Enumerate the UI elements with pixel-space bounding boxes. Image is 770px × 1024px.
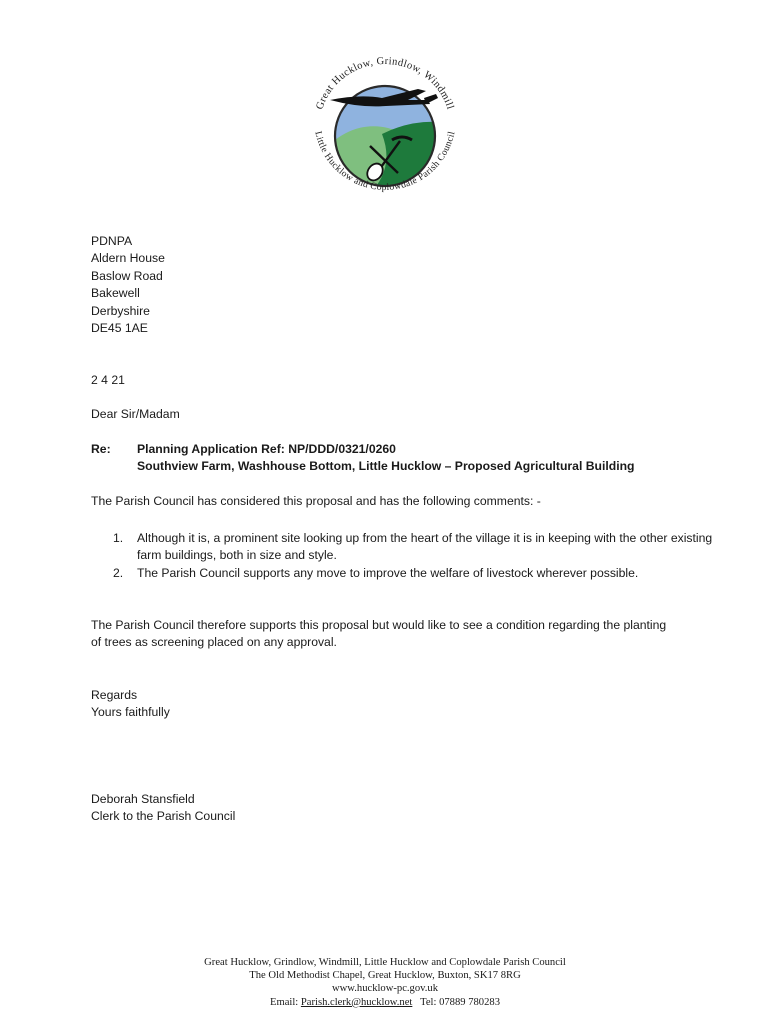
letter-date: 2 4 21 [91,373,125,387]
list-text: The Parish Council supports any move to improve the welfare of livestock wherever possible. [137,565,639,580]
footer-email-link[interactable]: Parish.clerk@hucklow.net [300,996,413,1008]
address-line: Derbyshire [91,303,150,318]
signature-block [91,791,235,826]
subject-label: Re: [91,442,111,456]
footer-website[interactable]: www.hucklow-pc.gov.uk [331,983,438,995]
salutation: Dear Sir/Madam [91,407,180,421]
intro-paragraph: The Parish Council has considered this proposal and has the following comments: - [91,494,541,508]
logo-top-text: Great Hucklow, Grindlow, Windmill [314,55,456,112]
subject-reference: Planning Application Ref: NP/DDD/0321/0260 [137,442,396,456]
address-line: DE45 1AE [91,320,148,335]
address-line: Baslow Road [91,268,163,283]
logo-emblem [300,48,470,208]
list-item [91,530,722,565]
closing-yours-faithfully: Yours faithfully [91,705,170,720]
signatory-title: Clerk to the Parish Council [91,809,236,824]
signatory-name: Deborah Stansfield [91,792,195,806]
logo-bottom-text: Little Hucklow and Coplowdale Parish Council [312,130,458,194]
list-number: 2. [113,565,124,580]
footer-contact [0,996,770,1009]
list-item [91,565,722,582]
footer-council-name: Great Hucklow, Grindlow, Windmill, Little Hucklow and Coplowdale Parish Council [204,957,566,968]
footer-telephone: Tel: 07889 780283 [420,996,500,1008]
recipient-address [91,233,165,337]
list-text: Although it is, a prominent site looking up from the heart of the village it is in keeping with the other existing farm buildings, both in size and style. [137,531,713,563]
address-line: PDNPA [91,234,133,248]
closing [91,687,170,722]
comments-list [91,530,722,582]
list-number: 1. [113,531,124,545]
footer-email-label: Email: [269,996,299,1008]
footer-address: The Old Methodist Chapel, Great Hucklow, Buxton, SK17 8RG [249,970,521,982]
address-line: Aldern House [91,251,165,266]
address-line: Bakewell [91,286,140,301]
closing-regards: Regards [91,688,138,702]
letterhead-footer [0,956,770,1009]
parish-council-logo [300,48,470,208]
conclusion-paragraph: The Parish Council therefore supports this proposal but would like to see a condition regarding the planting of trees as screening placed on any approval. [91,618,667,650]
subject-site: Southview Farm, Washhouse Bottom, Little Hucklow – Proposed Agricultural Building [137,459,635,474]
